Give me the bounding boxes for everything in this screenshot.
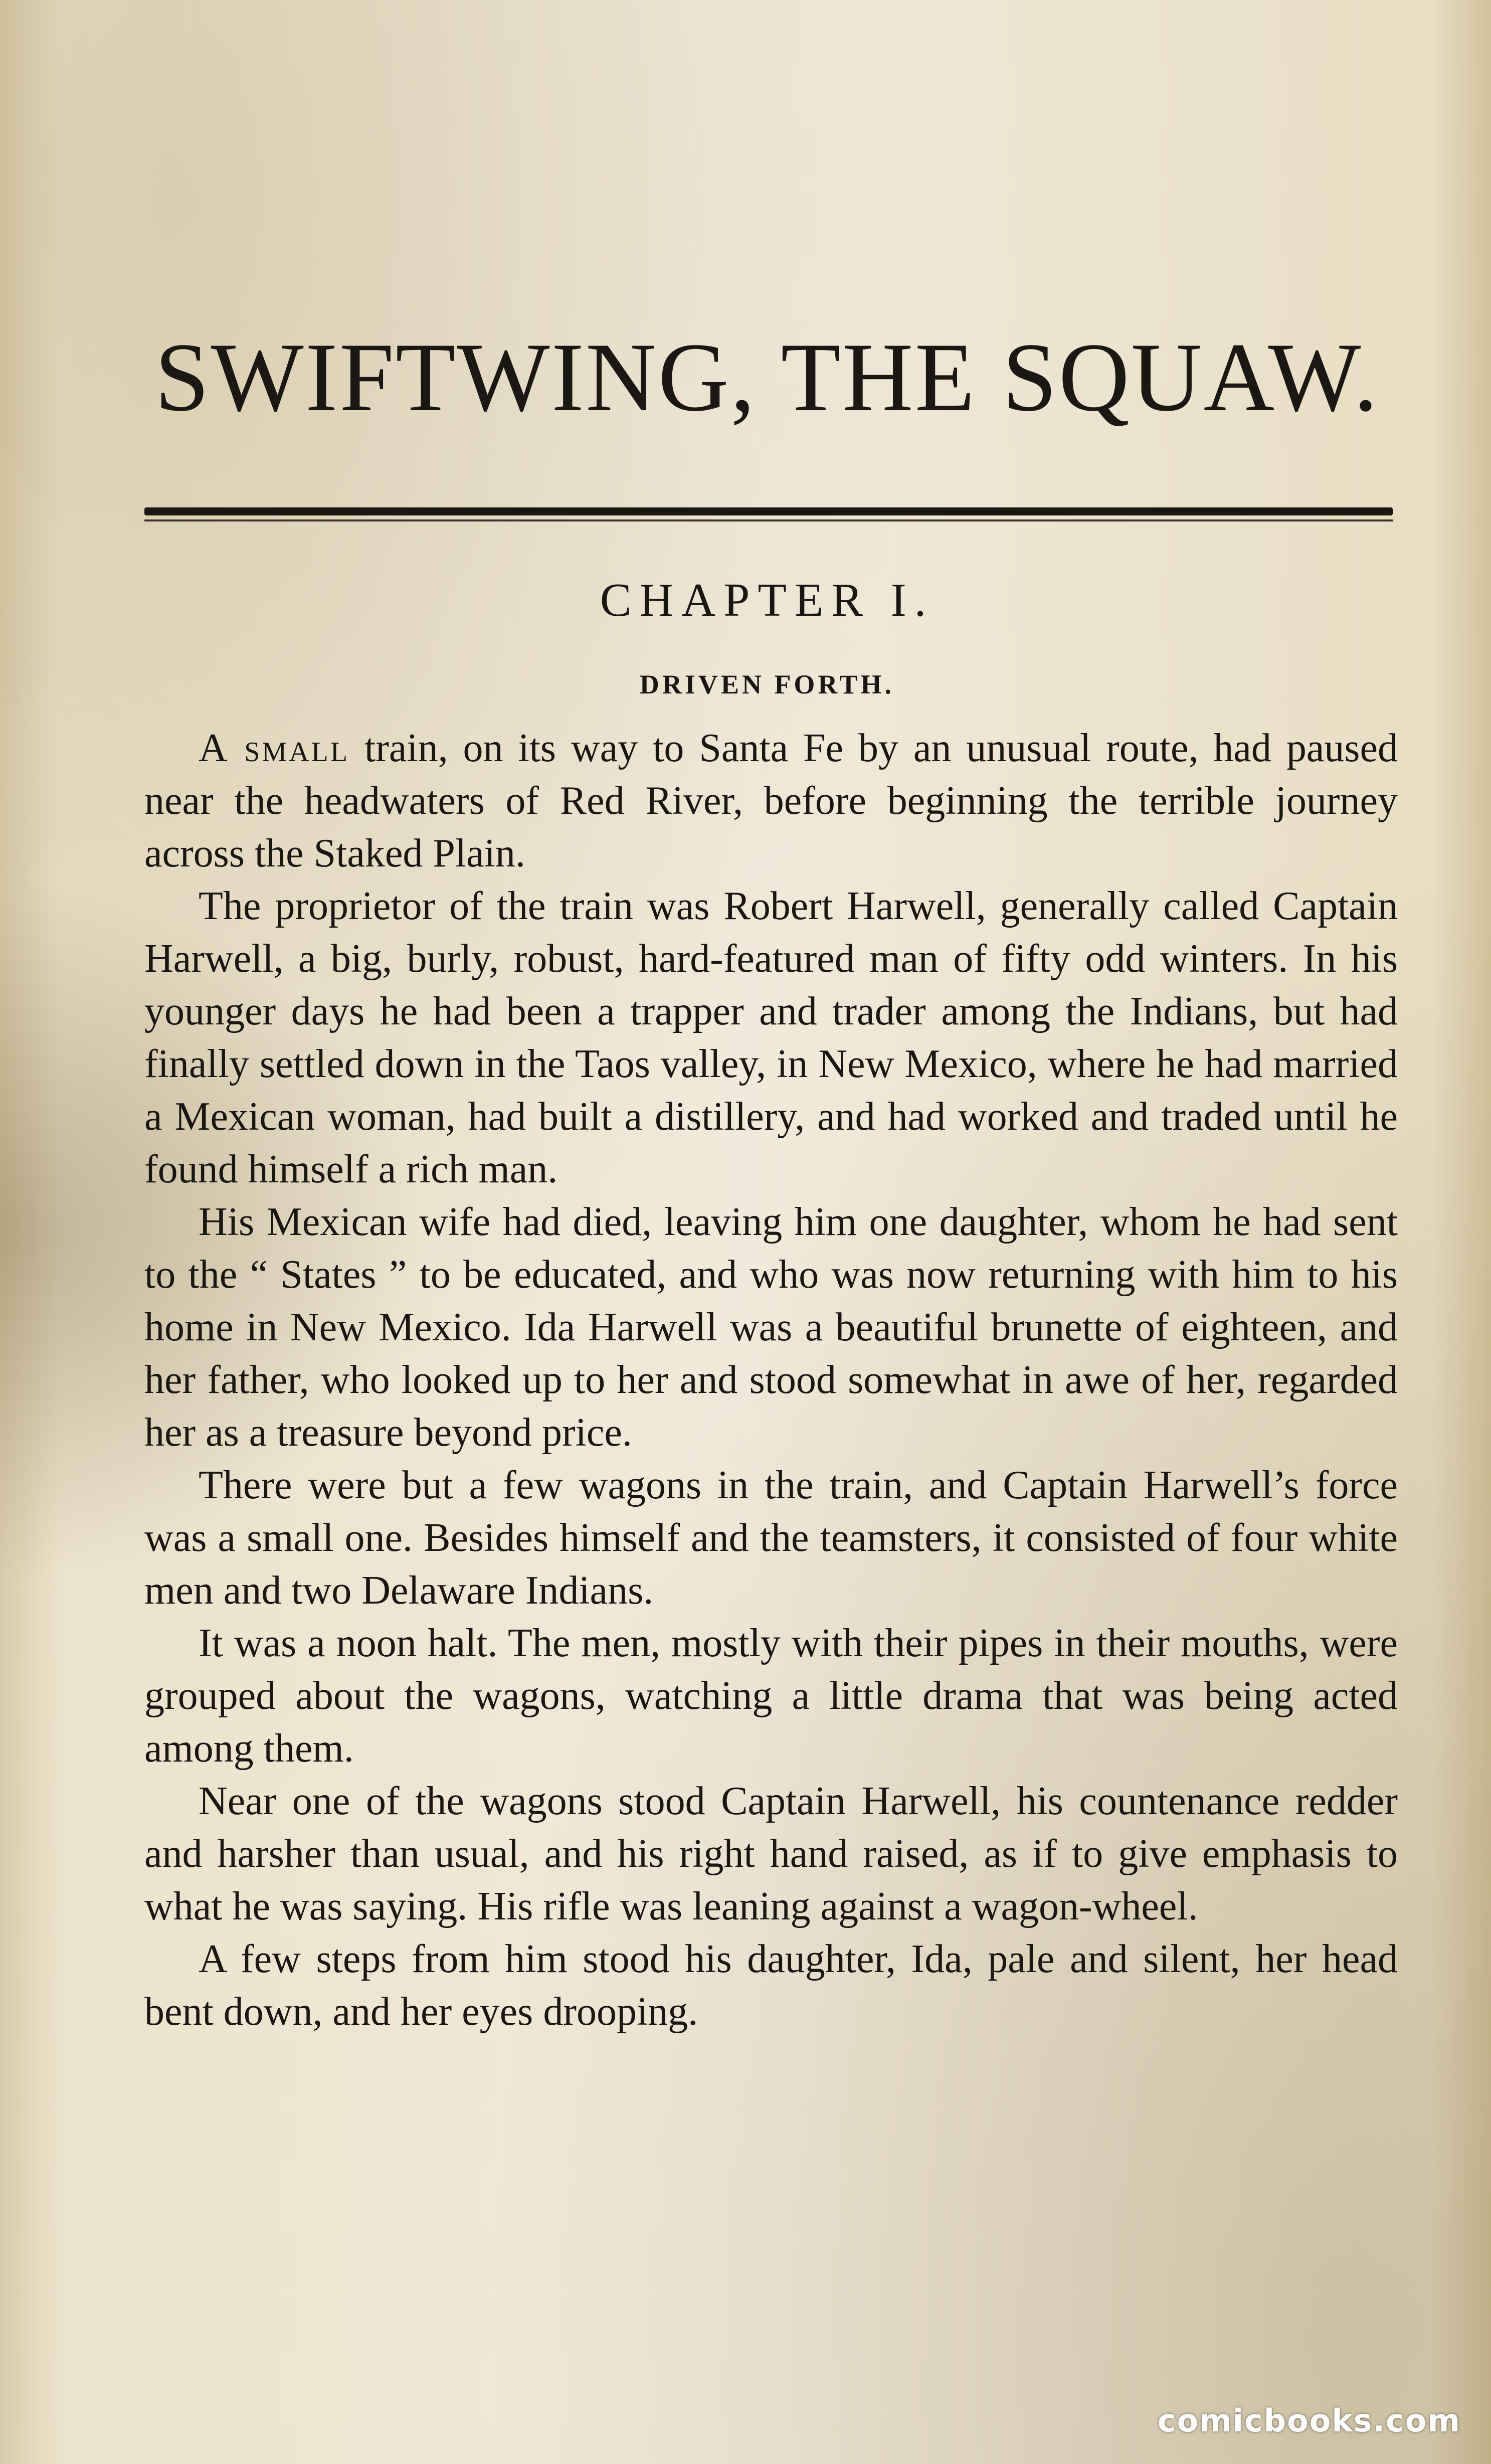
- paragraph: Near one of the wagons stood Captain Harwell, his countenance redder and harsher than usual, and his right hand raised, as if to give emphasis to what he was saying. His rifle was leaning against a wagon-wheel.: [144, 1779, 1398, 1928]
- paragraph-lead-words: A small: [199, 726, 350, 770]
- paragraph: [144, 722, 1398, 880]
- paragraph: His Mexican wife had died, leaving him one daughter, whom he had sent to the “ States ” to be educated, and who was now returning with him to his home in New Mexico. Ida Harwell was a beautiful brunette of eighteen, and her father, who looked up to her and stood somewhat in awe of her, regarded her as a treasure beyond price.: [144, 1200, 1398, 1455]
- title-rule-thin: [144, 519, 1393, 521]
- story-title: SWIFTWING, THE SQUAW.: [154, 323, 1380, 432]
- paragraph: A few steps from him stood his daughter, Ida, pale and silent, her head bent down, and her eyes drooping.: [144, 1937, 1398, 2034]
- chapter-subtitle: DRIVEN FORTH.: [639, 669, 895, 699]
- paragraph: There were but a few wagons in the train, and Captain Harwell’s force was a small one. Besides himself and the teamsters, it consisted of four white men and two Delaware Indians.: [144, 1463, 1398, 1613]
- chapter-heading: CHAPTER I.: [600, 574, 935, 626]
- paragraph: It was a noon halt. The men, mostly with their pipes in their mouths, were grouped about the wagons, watching a little drama that was being acted among them.: [144, 1621, 1398, 1771]
- paragraph: The proprietor of the train was Robert Harwell, generally called Captain Harwell, a big, burly, robust, hard-featured man of fifty odd winters. In his younger days he had been a trapper and trader among the Indians, but had finally settled down in the Taos valley, in New Mexico, where he had married a Mexican woman, had built a distillery, and had worked and traded until he found himself a rich man.: [144, 884, 1398, 1191]
- paragraph-text: train, on its way to Santa Fe by an unusual route, had paused near the headwaters of Red River, before beginning the terrible journey across the Staked Plain.: [144, 726, 1398, 875]
- body-text: [144, 722, 1398, 2038]
- site-watermark: comicbooks.com: [1157, 2402, 1461, 2439]
- title-rule-thick: [144, 507, 1393, 515]
